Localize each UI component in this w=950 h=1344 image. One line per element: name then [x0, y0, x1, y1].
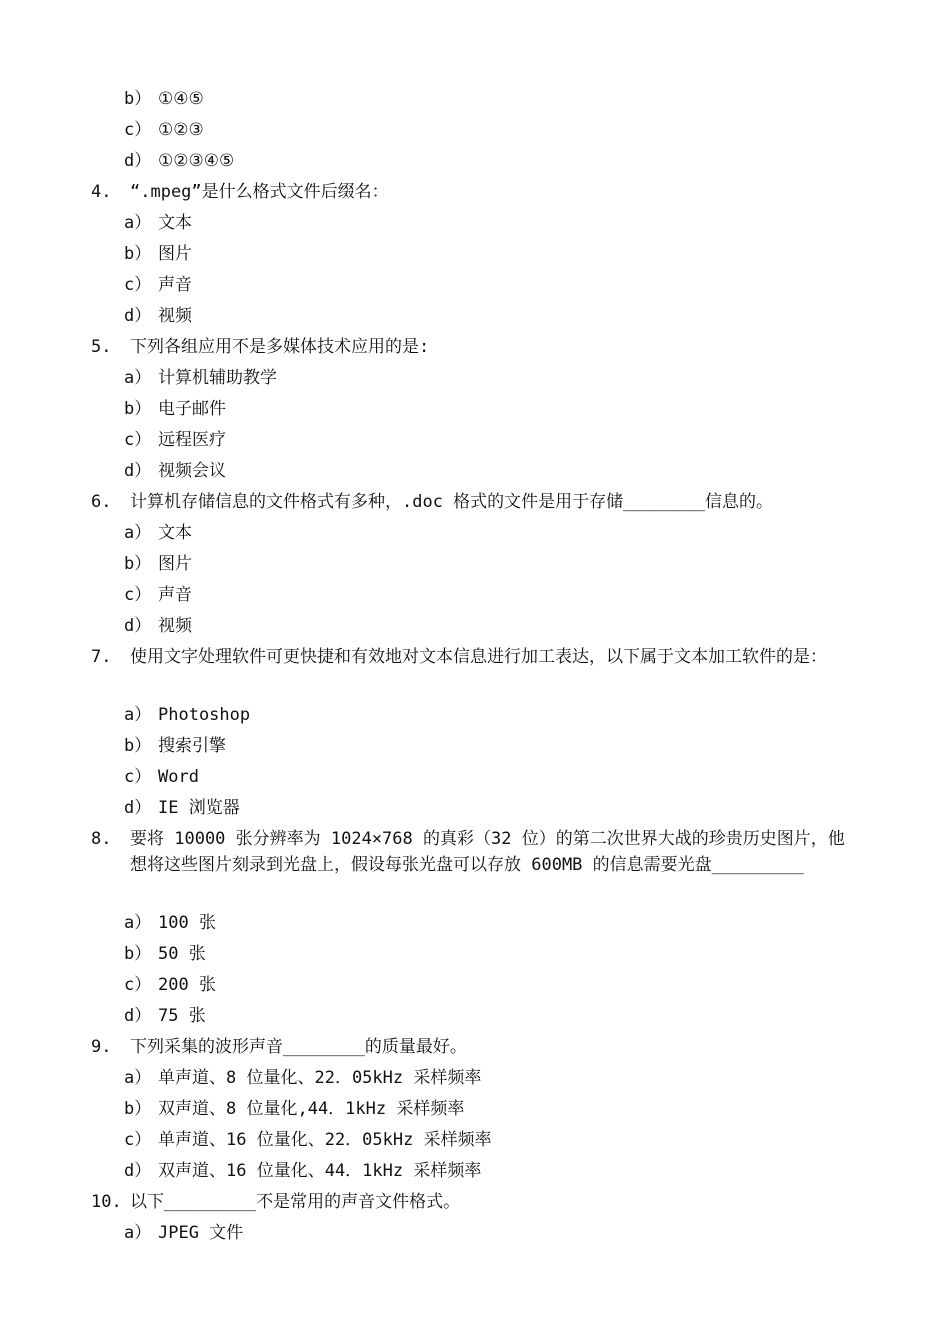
- option-letter: d）: [124, 1161, 152, 1181]
- option-text: IE 浏览器: [158, 798, 240, 818]
- option-letter: a）: [124, 1068, 152, 1088]
- option-letter: d）: [124, 151, 152, 171]
- option-line: [0, 270, 950, 301]
- option-letter: a）: [124, 213, 152, 233]
- option-line: [0, 762, 950, 793]
- option-letter: b）: [124, 1099, 152, 1119]
- option-letter: c）: [124, 585, 152, 605]
- option-text: ①④⑤: [158, 89, 204, 109]
- option-line: [0, 793, 950, 824]
- option-letter: b）: [124, 736, 152, 756]
- question-text: 下列采集的波形声音________的质量最好。: [130, 1037, 467, 1057]
- option-letter: c）: [124, 275, 152, 295]
- option-letter: a）: [124, 913, 152, 933]
- option-text: JPEG 文件: [158, 1223, 244, 1243]
- option-line: [0, 84, 950, 115]
- question-number: 9.: [91, 1037, 112, 1057]
- option-line: [0, 456, 950, 487]
- option-letter: b）: [124, 399, 152, 419]
- option-letter: d）: [124, 461, 152, 481]
- option-line: [0, 363, 950, 394]
- option-line: [0, 580, 950, 611]
- option-line: [0, 1218, 950, 1249]
- option-line: [0, 731, 950, 762]
- option-letter: b）: [124, 554, 152, 574]
- option-line: [0, 115, 950, 146]
- option-line: [0, 970, 950, 1001]
- option-letter: d）: [124, 616, 152, 636]
- option-line: [0, 1063, 950, 1094]
- option-text: 视频会议: [158, 461, 226, 481]
- option-text: 图片: [158, 554, 192, 574]
- option-line: [0, 611, 950, 642]
- option-line: [0, 301, 950, 332]
- question-number: 7.: [91, 647, 112, 667]
- exam-page: [0, 84, 950, 1249]
- option-letter: a）: [124, 368, 152, 388]
- option-letter: b）: [124, 89, 152, 109]
- option-text: 声音: [158, 585, 192, 605]
- option-line: [0, 1156, 950, 1187]
- option-letter: c）: [124, 430, 152, 450]
- option-line: [0, 1125, 950, 1156]
- option-letter: d）: [124, 798, 152, 818]
- option-line: [0, 1001, 950, 1032]
- option-text: 视频: [158, 306, 192, 326]
- option-line: [0, 425, 950, 456]
- option-text: ①②③④⑤: [158, 151, 235, 171]
- option-line: [0, 549, 950, 580]
- option-letter: d）: [124, 1006, 152, 1026]
- option-letter: b）: [124, 944, 152, 964]
- question-line: [0, 177, 950, 208]
- option-letter: c）: [124, 975, 152, 995]
- question-text: 计算机存储信息的文件格式有多种，.doc 格式的文件是用于存储________信息的。: [130, 492, 774, 512]
- option-letter: c）: [124, 120, 152, 140]
- option-line: [0, 518, 950, 549]
- option-letter: d）: [124, 306, 152, 326]
- option-text: 计算机辅助教学: [158, 368, 277, 388]
- option-line: [0, 239, 950, 270]
- option-text: 搜索引擎: [158, 736, 226, 756]
- option-text: Photoshop: [158, 705, 251, 725]
- question-line: [0, 1187, 950, 1218]
- option-text: 双声道、8 位量化,44．1kHz 采样频率: [158, 1099, 465, 1119]
- question-number: 6.: [91, 492, 112, 512]
- option-letter: c）: [124, 1130, 152, 1150]
- question-number: 5.: [91, 337, 112, 357]
- question-text: “.mpeg”是什么格式文件后缀名：: [130, 182, 389, 202]
- option-letter: b）: [124, 244, 152, 264]
- option-line: [0, 394, 950, 425]
- option-line: [0, 146, 950, 177]
- option-text: 75 张: [158, 1006, 206, 1026]
- option-text: ①②③: [158, 120, 204, 140]
- question-line: [0, 642, 950, 700]
- option-text: 100 张: [158, 913, 216, 933]
- option-line: [0, 208, 950, 239]
- option-text: 文本: [158, 213, 192, 233]
- question-text: 下列各组应用不是多媒体技术应用的是:: [130, 337, 430, 357]
- option-text: 文本: [158, 523, 192, 543]
- option-text: 视频: [158, 616, 192, 636]
- option-line: [0, 700, 950, 731]
- question-number: 4.: [91, 182, 112, 202]
- question-text: 要将 10000 张分辨率为 1024×768 的真彩（32 位）的第二次世界大战的珍贵历史图片，他想将这些图片刻录到光盘上，假设每张光盘可以存放 600MB 的信息需要光盘_________: [130, 829, 845, 875]
- option-text: 单声道、8 位量化、22．05kHz 采样频率: [158, 1068, 482, 1088]
- option-letter: a）: [124, 1223, 152, 1243]
- option-letter: a）: [124, 523, 152, 543]
- option-text: Word: [158, 767, 199, 787]
- option-line: [0, 908, 950, 939]
- question-line: [0, 1032, 950, 1063]
- question-number: 8.: [91, 829, 112, 849]
- option-text: 电子邮件: [158, 399, 226, 419]
- option-text: 200 张: [158, 975, 216, 995]
- option-text: 声音: [158, 275, 192, 295]
- question-line: [0, 824, 950, 908]
- option-text: 双声道、16 位量化、44．1kHz 采样频率: [158, 1161, 482, 1181]
- question-number: 10.: [91, 1192, 122, 1212]
- option-text: 单声道、16 位量化、22．05kHz 采样频率: [158, 1130, 492, 1150]
- question-text: 使用文字处理软件可更快捷和有效地对文本信息进行加工表达，以下属于文本加工软件的是：: [130, 647, 827, 667]
- option-letter: a）: [124, 705, 152, 725]
- question-line: [0, 332, 950, 363]
- option-text: 图片: [158, 244, 192, 264]
- option-line: [0, 1094, 950, 1125]
- question-text: 以下_________不是常用的声音文件格式。: [130, 1192, 461, 1212]
- option-text: 远程医疗: [158, 430, 226, 450]
- option-text: 50 张: [158, 944, 206, 964]
- option-line: [0, 939, 950, 970]
- question-line: [0, 487, 950, 518]
- option-letter: c）: [124, 767, 152, 787]
